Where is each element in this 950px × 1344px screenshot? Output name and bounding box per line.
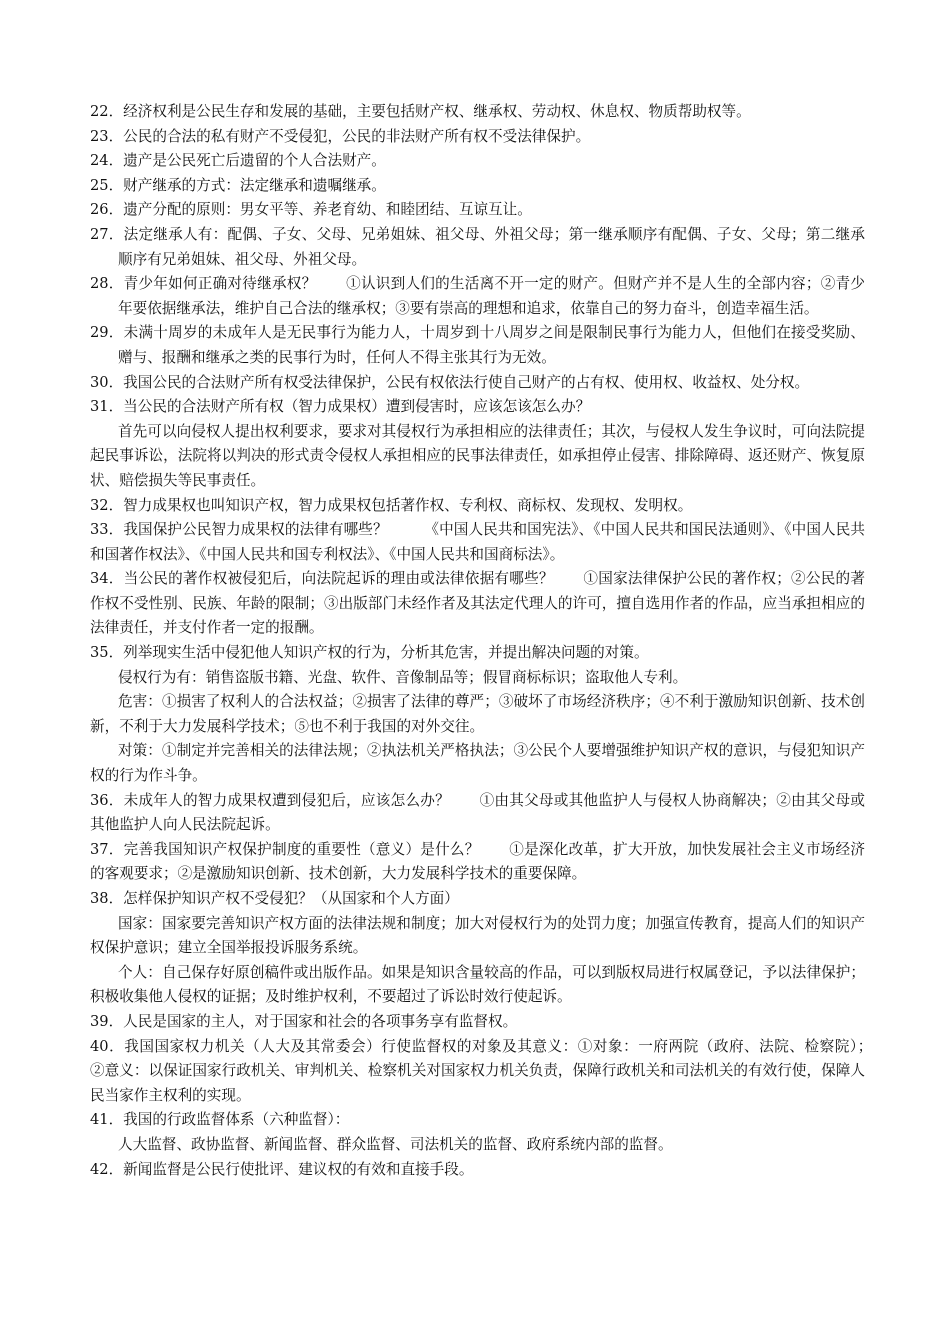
item-number: 25． [90, 176, 124, 194]
item-number: 39． [90, 1012, 124, 1030]
item-27 [90, 223, 865, 272]
item-37 [90, 838, 865, 887]
item-text: 我国公民的合法财产所有权受法律保护，公民有权依法行使自己财产的占有权、使用权、收益权、处分权。 [123, 373, 810, 391]
item-number: 30． [90, 373, 124, 391]
item-number: 37． [90, 840, 124, 858]
item-38-state: 国家：国家要完善知识产权方面的法律法规和制度；加大对侵权行为的处罚力度；加强宣传教育，提高人们的知识产权保护意识；建立全国举报投诉服务系统。 [90, 914, 865, 957]
item-35-harm: 危害：①损害了权利人的合法权益；②损害了法律的尊严；③破坏了市场经济秩序；④不利于激励知识创新、技术创新，不利于大力发展科学技术；⑤也不利于我国的对外交往。 [90, 693, 865, 735]
item-text: 我国国家权力机关（人大及其常委会）行使监督权的对象及其意义：①对象：一府两院（政府、法院、检察院）； ②意义：以保证国家行政机关、审判机关、检察机关对国家权力机关负责，保障行政机关和司法机关的有效行使，保障人民当家作主权利的实现。 [90, 1037, 880, 1104]
item-number: 26． [90, 201, 124, 219]
item-number: 28． [90, 275, 124, 293]
item-33 [90, 518, 865, 567]
item-23 [90, 125, 865, 150]
item-text: 我国保护公民智力成果权的法律有哪些？ 《中国人民共和国宪法》、《中国人民共和国民法通则》、《中国人民共和国著作权法》、《中国人民共和国专利权法》、《中国人民共和国商标法》。 [90, 521, 865, 563]
item-text: 青少年如何正确对待继承权？ ①认识到人们的生活离不开一定的财产。但财产并不是人生的全部内容；②青少年要依据继承法，维护自己合法的继承权；③要有崇高的理想和追求，依靠自己的努力奋斗，创造幸福生活。 [118, 275, 865, 317]
item-text: 当公民的合法财产所有权（智力成果权）遭到侵害时，应该怎该怎么办？ [123, 398, 591, 416]
item-number: 34． [90, 570, 124, 588]
item-number: 23． [90, 127, 124, 145]
item-number: 36． [90, 791, 124, 809]
item-text: 列举现实生活中侵犯他人知识产权的行为，分析其危害，并提出解决问题的对策。 [123, 644, 649, 662]
item-number: 27． [90, 225, 124, 243]
item-25 [90, 174, 865, 199]
item-number: 32． [90, 496, 124, 514]
item-36 [90, 789, 865, 838]
item-number: 31． [90, 398, 124, 416]
item-text: 新闻监督是公民行使批评、建议权的有效和直接手段。 [123, 1160, 474, 1178]
item-40 [90, 1035, 880, 1109]
item-text: 智力成果权也叫知识产权，智力成果权包括著作权、专利权、商标权、发现权、发明权。 [123, 496, 693, 514]
item-26 [90, 198, 865, 223]
item-text: 遗产是公民死亡后遗留的个人合法财产。 [123, 152, 386, 170]
item-39 [90, 1010, 865, 1035]
item-31-answer: 首先可以向侵权人提出权利要求，要求对其侵权行为承担相应的法律责任；其次，与侵权人发生争议时，可向法院提起民事诉讼，法院将以判决的形式责令侵权人承担相应的民事法律责任，如承担停止侵害、排除障碍、返还财产、恢复原状、赔偿损失等民事责任。 [90, 422, 865, 489]
item-24 [90, 149, 865, 174]
item-35-infringement: 侵权行为有：销售盗版书籍、光盘、软件、音像制品等；假冒商标标识；盗取他人专利。 [118, 668, 688, 686]
item-text: 怎样保护知识产权不受侵犯？（从国家和个人方面） [123, 890, 459, 907]
item-number: 24． [90, 152, 124, 170]
item-number: 29． [90, 324, 124, 342]
item-35 [90, 641, 865, 666]
item-30 [90, 371, 865, 396]
item-text: 我国的行政监督体系（六种监督）： [123, 1111, 350, 1129]
item-41 [90, 1108, 865, 1133]
item-text: 法定继承人有：配偶、子女、父母、兄弟姐妹、祖父母、外祖父母；第一继承顺序有配偶、子女、父母；第二继承顺序有兄弟姐妹、祖父母、外祖父母。 [118, 225, 865, 268]
item-32 [90, 494, 865, 519]
item-number: 42． [90, 1160, 124, 1178]
item-42 [90, 1158, 865, 1183]
item-number: 41． [90, 1111, 124, 1129]
item-number: 38． [90, 890, 124, 907]
item-text: 未满十周岁的未成年人是无民事行为能力人，十周岁到十八周岁之间是限制民事行为能力人，但他们在接受奖励、赠与、报酬和继承之类的民事行为时，任何人不得主张其行为无效。 [118, 324, 865, 366]
item-text: 公民的合法的私有财产不受侵犯，公民的非法财产所有权不受法律保护。 [123, 127, 591, 145]
document-body [90, 100, 880, 1182]
item-number: 35． [90, 644, 124, 662]
item-38 [90, 887, 865, 912]
item-41-list: 人大监督、政协监督、新闻监督、群众监督、司法机关的监督、政府系统内部的监督。 [118, 1135, 673, 1153]
item-text: 遗产分配的原则：男女平等、养老育幼、和睦团结、互谅互让。 [123, 201, 532, 219]
item-22 [90, 100, 865, 125]
item-29 [90, 321, 865, 370]
item-35-countermeasures: 对策：①制定并完善相关的法律法规；②执法机关严格执法；③公民个人要增强维护知识产权的意识，与侵犯知识产权的行为作斗争。 [90, 742, 865, 785]
item-text: 当公民的著作权被侵犯后，向法院起诉的理由或法律依据有哪些？ ①国家法律保护公民的著作权；②公民的著作权不受性别、民族、年龄的限制；③出版部门未经作者及其法定代理人的许可，擅自选用作者的作品，应当承担相应的法律责任，并支付作者一定的报酬。 [90, 570, 865, 637]
item-text: 人民是国家的主人，对于国家和社会的各项事务享有监督权。 [123, 1012, 518, 1030]
item-34 [90, 567, 865, 641]
item-number: 33． [90, 521, 124, 539]
item-text: 未成年人的智力成果权遭到侵犯后，应该怎么办？ ①由其父母或其他监护人与侵权人协商解决；②由其父母或其他监护人向人民法院起诉。 [90, 791, 865, 834]
item-text: 经济权利是公民生存和发展的基础，主要包括财产权、继承权、劳动权、休息权、物质帮助权等。 [123, 103, 751, 120]
item-28 [90, 272, 865, 321]
item-text: 完善我国知识产权保护制度的重要性（意义）是什么？ ①是深化改革，扩大开放，加快发展社会主义市场经济的客观要求；②是激励知识创新、技术创新，大力发展科学技术的重要保障。 [90, 840, 865, 883]
item-38-individual: 个人：自己保存好原创稿件或出版作品。如果是知识含量较高的作品，可以到版权局进行权属登记，予以法律保护；积极收集他人侵权的证据；及时维护权利，不要超过了诉讼时效行使起诉。 [90, 963, 865, 1006]
item-text: 财产继承的方式：法定继承和遗嘱继承。 [123, 176, 386, 194]
item-number: 40． [90, 1037, 125, 1055]
item-number: 22． [90, 103, 124, 120]
item-31 [90, 395, 865, 420]
